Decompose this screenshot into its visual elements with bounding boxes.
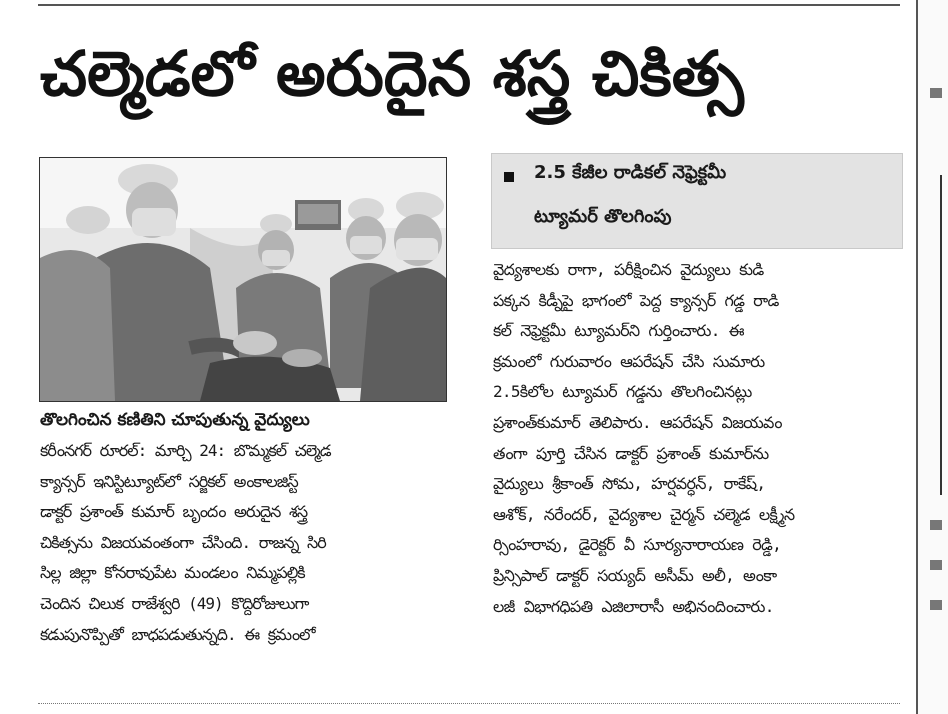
subheadline-line-1: 2.5 కేజీల రాడికల్ నెఫ్రెక్టమీ: [534, 162, 727, 183]
body-text-line: వైద్యశాలకు రాగా, పరీక్షించిన వైద్యులు కుడి: [493, 260, 764, 279]
body-text-line: కల్ నెఫ్రెక్టమీ ట్యూమర్‌ని గుర్తించారు. ఈ: [493, 321, 744, 341]
body-text-line: డాక్టర్ ప్రశాంత్ కుమార్ బృందం అరుదైన శస్త్ర: [40, 502, 308, 522]
bullet-square-icon: [504, 172, 514, 182]
body-text-line: 2.5కిలోల ట్యూమర్ గడ్డను తొలగించినట్లు: [493, 382, 752, 402]
body-text-line: ఆశోక్, నరేందర్, వైద్యశాల చైర్మన్ చల్మెడ లక్ష్మీన: [493, 504, 795, 524]
body-text-line: సిల్ల జిల్లా కోనరావుపేట మండలం నిమ్మపల్లికి: [40, 563, 305, 583]
body-text-line: క్యాన్సర్ ఇనిస్టిట్యూట్‌లో సర్జికల్ అంకాలజిస్ట్: [40, 471, 298, 491]
photo-caption: తొలగించిన కణితిని చూపుతున్న వైద్యులు: [40, 410, 310, 430]
subheadline-line-2: ట్యూమర్ తొలగింపు: [534, 206, 672, 227]
body-text-line: కడుపునొప్పితో బాధపడుతున్నది. ఈ క్రమంలో: [40, 624, 315, 644]
surgeons-photo-graphic: [40, 158, 446, 401]
body-text-line: ర్సింహరావు, డైరెక్టర్ వీ సూర్యనారాయణ రెడ్డి,: [493, 535, 782, 555]
article-body-right-column: [493, 255, 905, 622]
article-body-left-column: [40, 436, 452, 650]
adjacent-text-fragment: [930, 560, 942, 570]
adjacent-text-fragment: [930, 600, 942, 610]
body-text-line: కరీంనగర్ రూరల్: మార్చి 24: బొమ్మకల్ చల్మెడ: [40, 441, 331, 460]
body-text-line: తంగా పూర్తి చేసిన డాక్టర్ ప్రశాంత్ కుమార్‌ను: [493, 443, 769, 463]
body-text-line: పక్కన కిడ్నీపై భాగంలో పెద్ద క్యాన్సర్ గడ్డ రాడి: [493, 290, 779, 310]
body-text-line: లజీ విభాగధిపతి ఎజిలారాసీ అభినందించారు.: [493, 596, 774, 616]
body-text-line: క్రమంలో గురువారం ఆపరేషన్ చేసి సుమారు: [493, 351, 765, 371]
headline: చల్మెడలో అరుదైన శస్త్ర చికిత్స: [40, 37, 744, 110]
adjacent-text-fragment: [930, 88, 942, 98]
top-rule: [38, 4, 900, 6]
body-text-line: ప్రశాంత్‌కుమార్ తెలిపారు. ఆపరేషన్ విజయవం: [493, 412, 782, 432]
adjacent-article-border: [940, 175, 948, 495]
surgery-photo: [39, 157, 447, 402]
body-text-line: వైద్యులు శ్రీకాంత్ సోమ, హర్షవర్ధన్, రాకేష్,: [493, 474, 766, 494]
bottom-rule: [38, 703, 900, 704]
subheadline-box: [491, 153, 903, 249]
body-text-line: ప్రిన్సిపాల్ డాక్టర్ సయ్యద్ అసీమ్ అలీ, అంకా: [493, 565, 777, 585]
body-text-line: చెందిన చిలుక రాజేశ్వరి (49) కొద్దిరోజులుగా: [40, 593, 309, 613]
adjacent-text-fragment: [930, 520, 942, 530]
body-text-line: చికిత్సను విజయవంతంగా చేసింది. రాజన్న సిరి: [40, 532, 326, 552]
